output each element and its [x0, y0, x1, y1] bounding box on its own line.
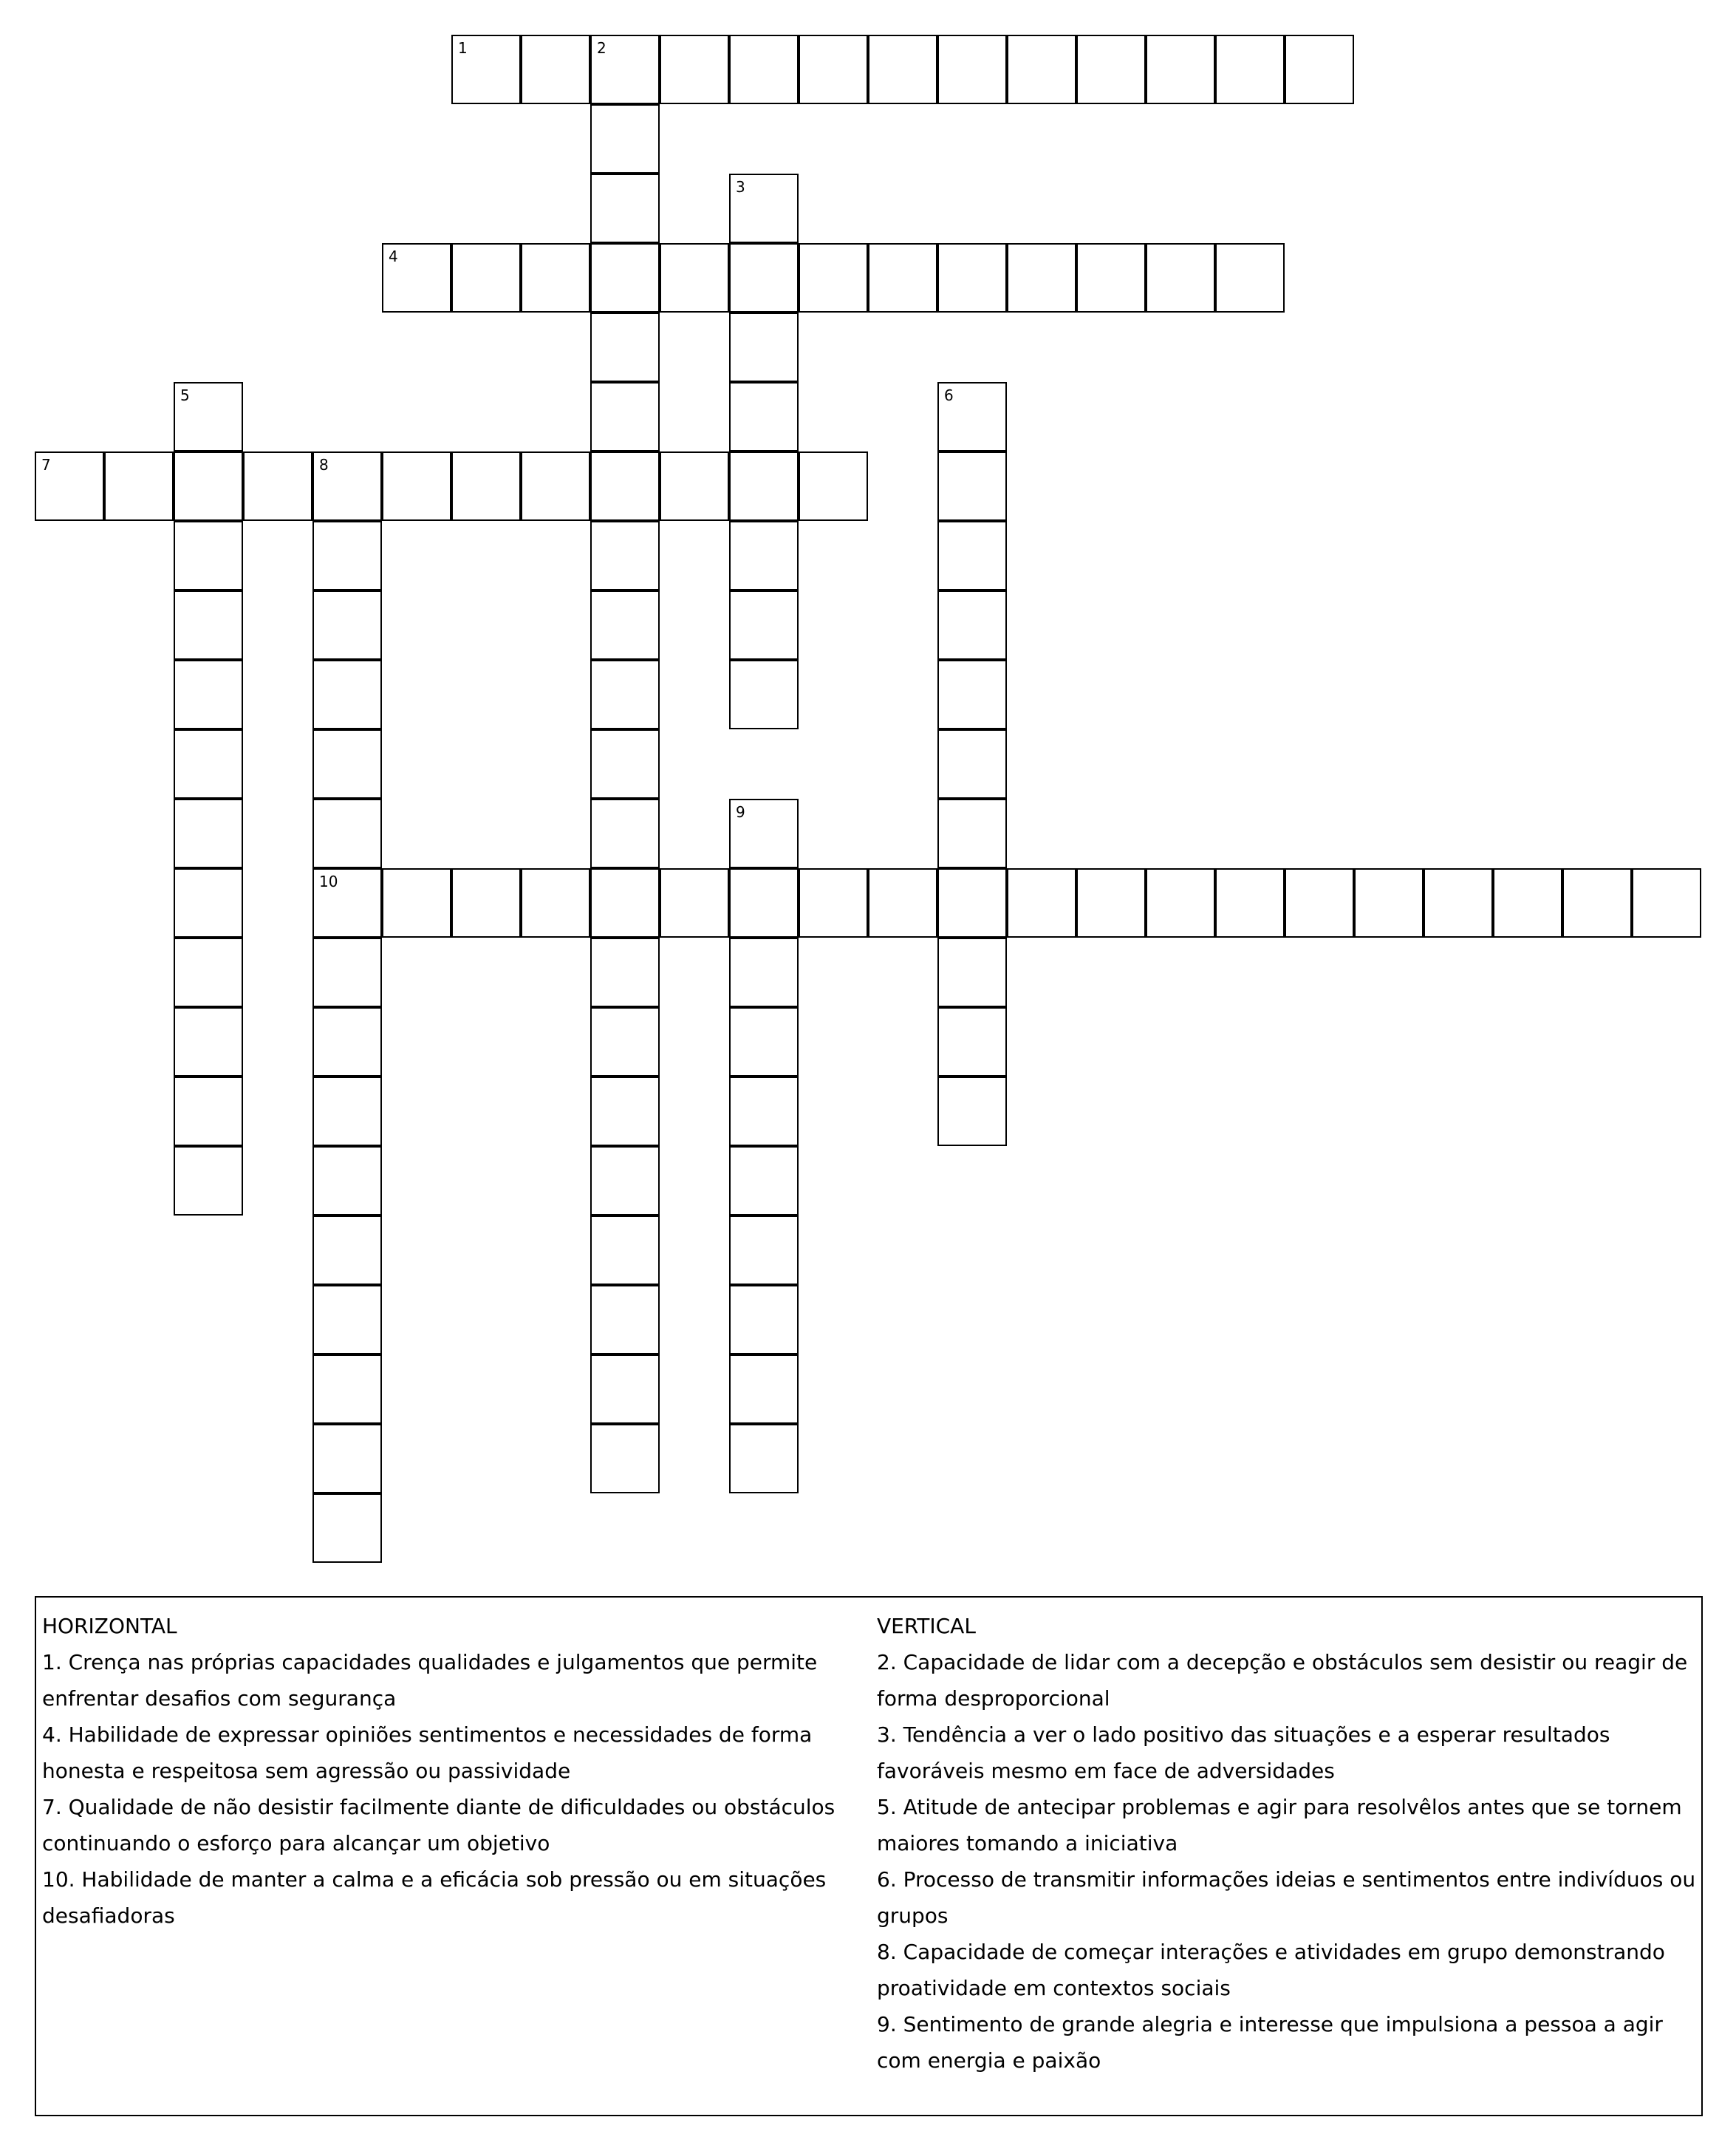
down-clue-2: 2. Capacidade de lidar com a decepção e obstáculos sem desistir ou reagir de forma desproporcional: [877, 1650, 1688, 1711]
down-clue-3: 3. Tendência a ver o lado positivo das situações e a esperar resultados favoráveis mesmo em face de adversidades: [877, 1722, 1610, 1783]
crossword-cell[interactable]: [1146, 868, 1215, 938]
crossword-cell[interactable]: [590, 590, 660, 660]
crossword-cell[interactable]: [312, 938, 382, 1007]
crossword-cell[interactable]: [868, 243, 937, 313]
across-clue-7: 7. Qualidade de não desistir facilmente diante de dificuldades ou obstáculos continuando o esforço para alcançar um objetivo: [42, 1795, 835, 1855]
crossword-cell[interactable]: [729, 799, 799, 868]
crossword-cell[interactable]: [590, 451, 660, 521]
across-clues-column: [42, 1608, 877, 1934]
crossword-cell[interactable]: [451, 451, 521, 521]
crossword-cell[interactable]: [174, 799, 243, 868]
crossword-cell[interactable]: [312, 1424, 382, 1493]
crossword-cell[interactable]: [174, 521, 243, 590]
crossword-cell[interactable]: [312, 1146, 382, 1216]
crossword-cell[interactable]: [937, 660, 1007, 729]
crossword-cell[interactable]: [660, 451, 729, 521]
crossword-cell[interactable]: [312, 1216, 382, 1285]
crossword-cell[interactable]: [729, 35, 799, 104]
crossword-cell[interactable]: [1146, 243, 1215, 313]
crossword-cell[interactable]: [937, 1007, 1007, 1077]
crossword-cell[interactable]: [382, 451, 451, 521]
crossword-cell[interactable]: [590, 313, 660, 382]
clue-number: 3: [736, 178, 745, 196]
crossword-cell[interactable]: [729, 451, 799, 521]
crossword-cell[interactable]: [312, 451, 382, 521]
crossword-cell[interactable]: [521, 35, 590, 104]
crossword-cell[interactable]: [521, 451, 590, 521]
crossword-cell[interactable]: [937, 35, 1007, 104]
crossword-cell[interactable]: [729, 382, 799, 451]
clue-number: 10: [319, 873, 338, 890]
clue-number: 6: [944, 386, 954, 404]
crossword-cell[interactable]: [1285, 35, 1354, 104]
crossword-cell[interactable]: [729, 313, 799, 382]
crossword-cell[interactable]: [729, 1216, 799, 1285]
crossword-cell[interactable]: [312, 868, 382, 938]
crossword-cell[interactable]: [729, 243, 799, 313]
crossword-cell[interactable]: [729, 174, 799, 243]
crossword-cell[interactable]: [590, 104, 660, 174]
crossword-cell[interactable]: [451, 35, 521, 104]
crossword-cell[interactable]: [937, 868, 1007, 938]
crossword-cell[interactable]: [660, 243, 729, 313]
crossword-cell[interactable]: [729, 590, 799, 660]
crossword-cell[interactable]: [590, 1354, 660, 1424]
crossword-cell[interactable]: [729, 1007, 799, 1077]
across-clue-10: 10. Habilidade de manter a calma e a eficácia sob pressão ou em situações desafiadoras: [42, 1867, 827, 1928]
crossword-cell[interactable]: [1562, 868, 1632, 938]
crossword-cell[interactable]: [590, 382, 660, 451]
across-clue-1: 1. Crença nas próprias capacidades qualidades e julgamentos que permite enfrentar desafios com segurança: [42, 1650, 818, 1711]
down-clue-9: 9. Sentimento de grande alegria e interesse que impulsiona a pessoa a agir com energia e paixão: [877, 2012, 1663, 2073]
down-clue-8: 8. Capacidade de começar interações e atividades em grupo demonstrando proatividade em contextos sociais: [877, 1940, 1665, 2000]
clue-number: 4: [389, 248, 398, 265]
crossword-cell[interactable]: [312, 1077, 382, 1146]
crossword-cell[interactable]: [1076, 868, 1146, 938]
clue-number: 9: [736, 803, 745, 821]
crossword-cell[interactable]: [312, 660, 382, 729]
crossword-cell[interactable]: [590, 243, 660, 313]
crossword-cell[interactable]: [937, 382, 1007, 451]
down-clue-5: 5. Atitude de antecipar problemas e agir para resolvêlos antes que se tornem maiores tomando a iniciativa: [877, 1795, 1682, 1855]
crossword-cell[interactable]: [174, 382, 243, 451]
crossword-cell[interactable]: [174, 868, 243, 938]
crossword-cell[interactable]: [590, 35, 660, 104]
down-heading: VERTICAL: [877, 1614, 976, 1638]
crossword-cell[interactable]: [1007, 868, 1076, 938]
crossword-cell[interactable]: [799, 868, 868, 938]
crossword-cell[interactable]: [868, 868, 937, 938]
crossword-cell[interactable]: [451, 868, 521, 938]
crossword-cell[interactable]: [312, 729, 382, 799]
crossword-cell[interactable]: [729, 1146, 799, 1216]
crossword-cell[interactable]: [729, 1354, 799, 1424]
crossword-cell[interactable]: [729, 868, 799, 938]
crossword-cell[interactable]: [937, 451, 1007, 521]
crossword-cell[interactable]: [174, 590, 243, 660]
down-clue-6: 6. Processo de transmitir informações ideias e sentimentos entre indivíduos ou grupos: [877, 1867, 1696, 1928]
crossword-cell[interactable]: [729, 1424, 799, 1493]
crossword-cell[interactable]: [660, 868, 729, 938]
crossword-cell[interactable]: [590, 1077, 660, 1146]
crossword-cell[interactable]: [1146, 35, 1215, 104]
crossword-cell[interactable]: [312, 1493, 382, 1563]
crossword-cell[interactable]: [590, 1146, 660, 1216]
crossword-cell[interactable]: [590, 521, 660, 590]
crossword-cell[interactable]: [868, 35, 937, 104]
crossword-cell[interactable]: [174, 1077, 243, 1146]
crossword-cell[interactable]: [590, 799, 660, 868]
crossword-cell[interactable]: [590, 660, 660, 729]
crossword-cell[interactable]: [1354, 868, 1424, 938]
down-clues-column: [877, 1608, 1697, 2079]
crossword-cell[interactable]: [729, 1285, 799, 1354]
crossword-cell[interactable]: [590, 1424, 660, 1493]
crossword-cell[interactable]: [1215, 35, 1285, 104]
crossword-cell[interactable]: [590, 1285, 660, 1354]
crossword-cell[interactable]: [937, 729, 1007, 799]
clue-number: 7: [41, 456, 51, 474]
crossword-cell[interactable]: [382, 243, 451, 313]
crossword-cell[interactable]: [937, 938, 1007, 1007]
crossword-cell[interactable]: [937, 799, 1007, 868]
crossword-cell[interactable]: [729, 938, 799, 1007]
crossword-cell[interactable]: [729, 521, 799, 590]
crossword-cell[interactable]: [312, 521, 382, 590]
crossword-cell[interactable]: [799, 451, 868, 521]
crossword-cell[interactable]: [174, 729, 243, 799]
crossword-cell[interactable]: [312, 590, 382, 660]
crossword-cell[interactable]: [35, 451, 104, 521]
crossword-cell[interactable]: [937, 590, 1007, 660]
across-clue-4: 4. Habilidade de expressar opiniões sentimentos e necessidades de forma honesta e respeitosa sem agressão ou passividade: [42, 1722, 813, 1783]
crossword-cell[interactable]: [243, 451, 312, 521]
crossword-cell[interactable]: [521, 868, 590, 938]
crossword-cell[interactable]: [382, 868, 451, 938]
crossword-cell[interactable]: [174, 938, 243, 1007]
clue-number: 8: [319, 456, 329, 474]
crossword-cell[interactable]: [1076, 35, 1146, 104]
crossword-cell[interactable]: [729, 660, 799, 729]
crossword-cell[interactable]: [937, 1077, 1007, 1146]
crossword-cell[interactable]: [312, 1285, 382, 1354]
crossword-cell[interactable]: [1285, 868, 1354, 938]
crossword-cell[interactable]: [1215, 868, 1285, 938]
crossword-cell[interactable]: [590, 1007, 660, 1077]
clues-box: [35, 1596, 1703, 2116]
crossword-cell[interactable]: [590, 174, 660, 243]
crossword-cell[interactable]: [174, 660, 243, 729]
crossword-cell[interactable]: [590, 1216, 660, 1285]
crossword-cell[interactable]: [174, 451, 243, 521]
crossword-cell[interactable]: [590, 938, 660, 1007]
crossword-cell[interactable]: [1007, 35, 1076, 104]
crossword-cell[interactable]: [104, 451, 174, 521]
crossword-cell[interactable]: [660, 35, 729, 104]
clue-number: 5: [180, 386, 190, 404]
crossword-cell[interactable]: [590, 868, 660, 938]
crossword-cell[interactable]: [799, 243, 868, 313]
crossword-cell[interactable]: [1076, 243, 1146, 313]
across-heading: HORIZONTAL: [42, 1614, 177, 1638]
crossword-cell[interactable]: [312, 1354, 382, 1424]
clue-number: 2: [597, 39, 606, 57]
crossword-cell[interactable]: [174, 1146, 243, 1216]
crossword-cell[interactable]: [174, 1007, 243, 1077]
crossword-cell[interactable]: [937, 521, 1007, 590]
crossword-cell[interactable]: [799, 35, 868, 104]
crossword-cell[interactable]: [590, 729, 660, 799]
crossword-cell[interactable]: [1632, 868, 1701, 938]
crossword-cell[interactable]: [312, 799, 382, 868]
crossword-cell[interactable]: [937, 243, 1007, 313]
clue-number: 1: [458, 39, 468, 57]
crossword-cell[interactable]: [312, 1007, 382, 1077]
crossword-cell[interactable]: [521, 243, 590, 313]
crossword-cell[interactable]: [729, 1077, 799, 1146]
crossword-cell[interactable]: [1424, 868, 1493, 938]
crossword-cell[interactable]: [451, 243, 521, 313]
crossword-cell[interactable]: [1007, 243, 1076, 313]
crossword-cell[interactable]: [1215, 243, 1285, 313]
crossword-cell[interactable]: [1493, 868, 1562, 938]
